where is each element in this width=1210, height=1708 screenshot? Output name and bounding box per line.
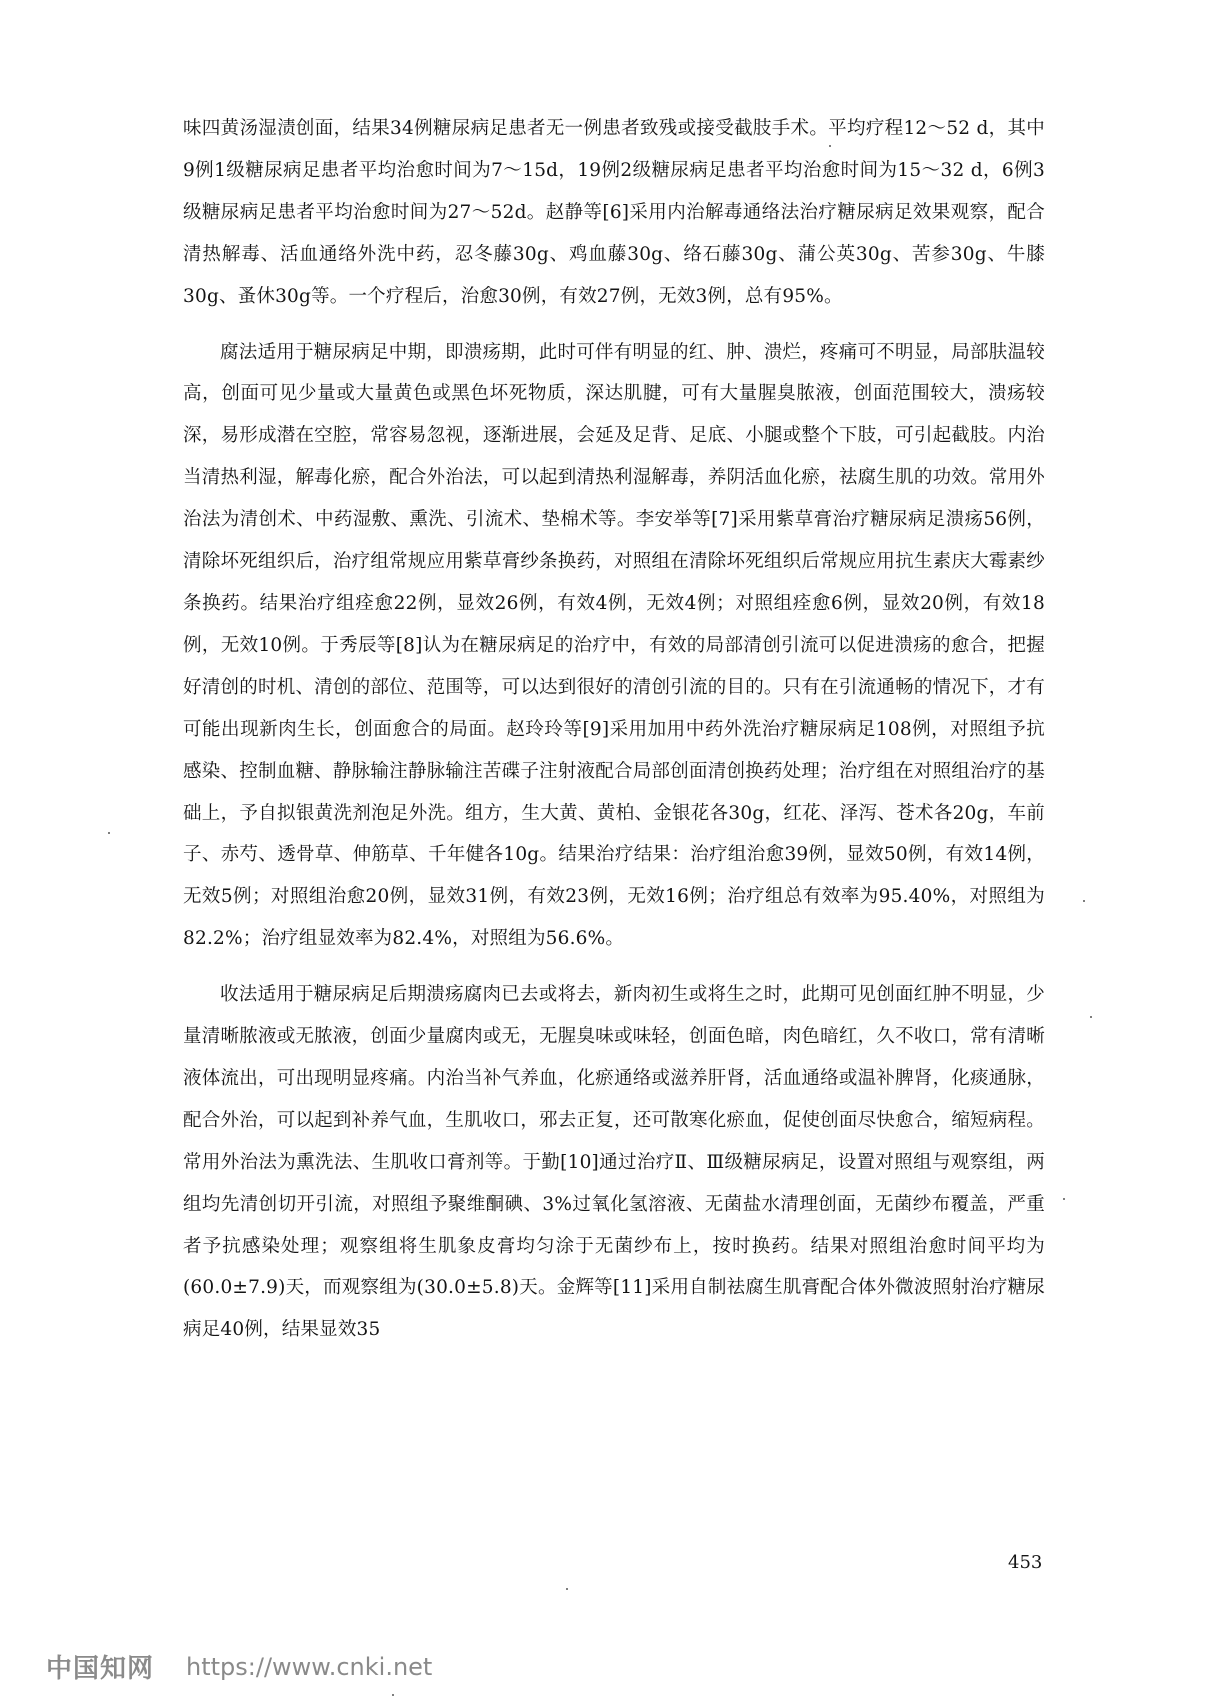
scan-speck [392,1694,394,1696]
cnki-url[interactable]: https://www.cnki.net [186,1652,433,1681]
paragraph-2: 腐法适用于糖尿病足中期，即溃疡期，此时可伴有明显的红、肿、溃烂，疼痛可不明显，局部肤温较高，创面可见少量或大量黄色或黑色坏死物质，深达肌腱，可有大量腥臭脓液，创面范围较大，溃疡较深，易形成潜在空腔，常容易忽视，逐渐进展，会延及足背、足底、小腿或整个下肢，可引起截肢。内治当清热利湿，解毒化瘀，配合外治法，可以起到清热利湿解毒，养阴活血化瘀，祛腐生肌的功效。常用外治法为清创术、中药湿敷、熏洗、引流术、垫棉术等。李安举等[7]采用紫草膏治疗糖尿病足溃疡56例，清除坏死组织后，治疗组常规应用紫草膏纱条换药，对照组在清除坏死组织后常规应用抗生素庆大霉素纱条换药。结果治疗组痊愈22例，显效26例，有效4例，无效4例；对照组痊愈6例，显效20例，有效18例，无效10例。于秀辰等[8]认为在糖尿病足的治疗中，有效的局部清创引流可以促进溃疡的愈合，把握好清创的时机、清创的部位、范围等，可以达到很好的清创引流的目的。只有在引流通畅的情况下，才有可能出现新肉生长，创面愈合的局面。赵玲玲等[9]采用加用中药外洗治疗糖尿病足108例，对照组予抗感染、控制血糖、静脉输注静脉输注苦碟子注射液配合局部创面清创换药处理；治疗组在对照组治疗的基础上，予自拟银黄洗剂泡足外洗。组方，生大黄、黄柏、金银花各30g，红花、泽泻、苍术各20g，车前子、赤芍、透骨草、伸筋草、千年健各10g。结果治疗结果：治疗组治愈39例，显效50例，有效14例，无效5例；对照组治愈20例，显效31例，有效23例，无效16例；治疗组总有效率为95.40%，对照组为82.2%；治疗组显效率为82.4%，对照组为56.6%。 [183,341,1045,950]
scan-speck [566,1588,568,1590]
page-number: 453 [1008,1552,1043,1573]
paragraph-3: 收法适用于糖尿病足后期溃疡腐肉已去或将去，新肉初生或将生之时，此期可见创面红肿不明显，少量清晰脓液或无脓液，创面少量腐肉或无，无腥臭味或味轻，创面色暗，肉色暗红，久不收口，常有清晰液体流出，可出现明显疼痛。内治当补气养血，化瘀通络或滋养肝肾，活血通络或温补脾肾，化痰通脉，配合外治，可以起到补养气血，生肌收口，邪去正复，还可散寒化瘀血，促使创面尽快愈合，缩短病程。常用外治法为熏洗法、生肌收口膏剂等。于勤[10]通过治疗Ⅱ、Ⅲ级糖尿病足，设置对照组与观察组，两组均先清创切开引流，对照组予聚维酮碘、3%过氧化氢溶液、无菌盐水清理创面，无菌纱布覆盖，严重者予抗感染处理；观察组将生肌象皮膏均匀涂于无菌纱布上，按时换药。结果对照组治愈时间平均为(60.0±7.9)天，而观察组为(30.0±5.8)天。金辉等[11]采用自制祛腐生肌膏配合体外微波照射治疗糖尿病足40例，结果显效35 [183,984,1045,1341]
scan-speck [1090,1016,1092,1018]
scan-speck [1063,1198,1065,1200]
scan-speck [829,145,831,147]
footer-watermark [46,1648,432,1685]
paragraph-1: 味四黄汤湿渍创面，结果34例糖尿病足患者无一例患者致残或接受截肢手术。平均疗程12～52 d，其中9例1级糖尿病足患者平均治愈时间为7～15d，19例2级糖尿病足患者平均治愈时间为15～32 d，6例3级糖尿病足患者平均治愈时间为27～52d。赵静等[6]采用内治解毒通络法治疗糖尿病足效果观察，配合清热解毒、活血通络外洗中药，忍冬藤30g、鸡血藤30g、络石藤30g、蒲公英30g、苦参30g、牛膝30g、蚤休30g等。一个疗程后，治愈30例，有效27例，无效3例，总有95%。 [183,118,1045,307]
body-text [183,108,1045,1365]
cnki-logo: 中国知网 [46,1654,155,1684]
scan-speck [108,832,110,834]
scan-speck [1083,900,1085,902]
